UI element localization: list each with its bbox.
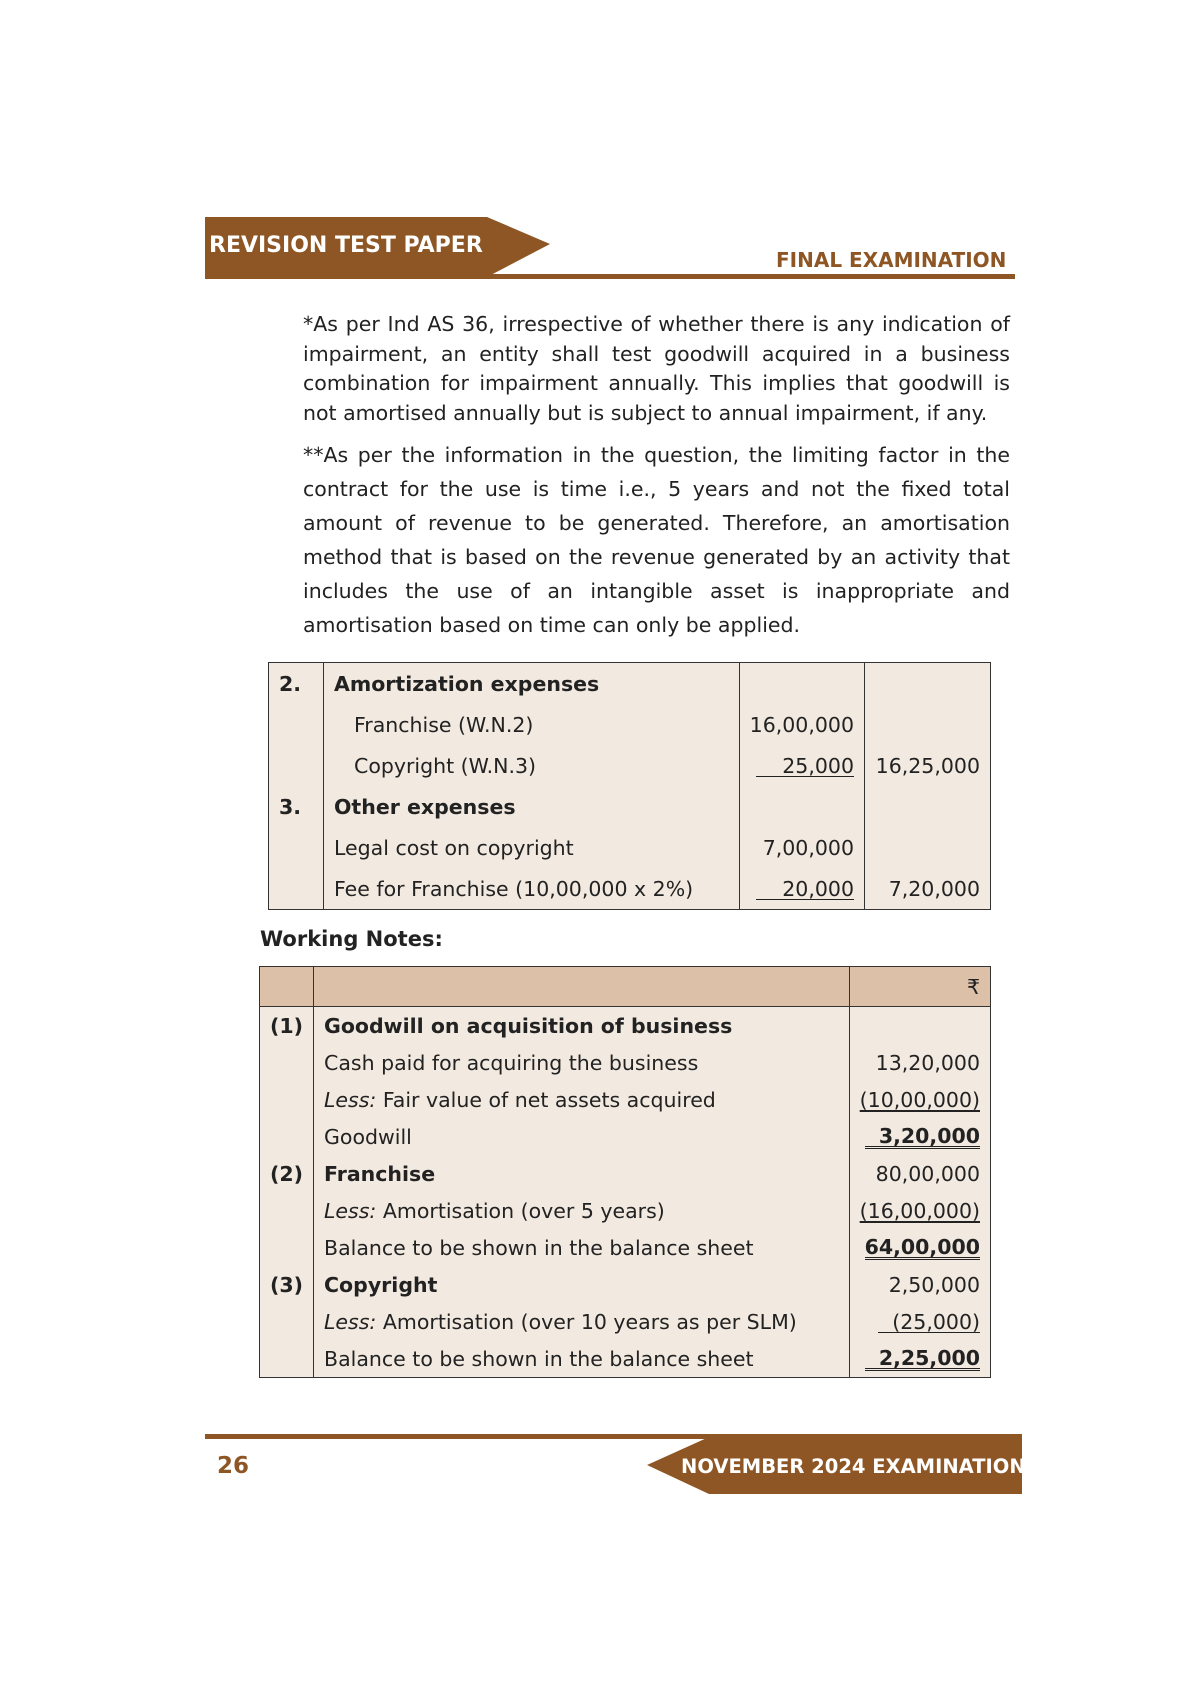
row-amount: (16,00,000) [859,1198,980,1223]
row-total: 7,20,000 [888,876,980,901]
row-amount: 7,00,000 [739,827,864,868]
row-label: Franchise (W.N.2) [324,704,740,745]
table-row [269,704,991,745]
less-prefix: Less: [324,1309,377,1334]
table-header-row [260,967,991,1007]
paragraph-amortisation-note: **As per the information in the question, the limiting factor in the contract for the use is time i.e., 5 years and not the fixed total amount of revenue to be generated. Therefore, an amortisation method that is based on the revenue generated by an activity that includes the use of an intangible asset is inappropriate and amortisation based on time can only be applied. [303,443,1010,637]
table-row [269,663,991,705]
row-amount: 2,50,000 [888,1272,980,1297]
row-label: Balance to be shown in the balance sheet [314,1229,850,1266]
table-row [269,868,991,910]
row-amount: (10,00,000) [859,1087,980,1112]
row-label: Balance to be shown in the balance sheet [314,1340,850,1378]
less-prefix: Less: [324,1198,377,1223]
row-label: Goodwill on acquisition of business [314,1007,850,1045]
row-label: Less: Amortisation (over 5 years) [314,1192,850,1229]
header-left-title: REVISION TEST PAPER [209,233,483,258]
table-row [260,1229,991,1266]
row-amount: 13,20,000 [875,1050,980,1075]
row-number: 3. [269,786,324,827]
row-amount [739,745,864,786]
table-row [269,786,991,827]
table-row [260,1044,991,1081]
header-right-title: FINAL EXAMINATION [776,248,1007,272]
row-label: Less: Amortisation (over 10 years as per SLM) [314,1303,850,1340]
row-label: Amortization expenses [324,663,740,705]
table-row [260,1155,991,1192]
row-label: Other expenses [324,786,740,827]
row-amount [739,868,864,910]
row-total [865,704,991,745]
row-number: (2) [260,1155,314,1192]
row-label: Copyright (W.N.3) [324,745,740,786]
working-notes-table [259,966,991,1378]
table-row [260,1266,991,1303]
table-row [260,1007,991,1045]
less-prefix: Less: [324,1087,377,1112]
row-label: Goodwill [314,1118,850,1155]
table-row [260,1340,991,1378]
paragraph-goodwill-note: *As per Ind AS 36, irrespective of whether there is any indication of impairment, an entity shall test goodwill acquired in a business combination for impairment annually. This implies that goodwill is not amortised annually but is subject to annual impairment, if any. [303,312,1010,425]
row-label: Cash paid for acquiring the business [314,1044,850,1081]
table-row [260,1192,991,1229]
row-label: Franchise [314,1155,850,1192]
row-amount: 80,00,000 [875,1161,980,1186]
amount-value: 20,000 [756,879,854,900]
amount-value: 25,000 [756,756,854,777]
row-amount [739,663,864,705]
row-amount: 2,25,000 [849,1340,990,1378]
footer-exam-title: NOVEMBER 2024 EXAMINATION [681,1455,1026,1478]
row-amount: 64,00,000 [864,1235,980,1259]
table-row [260,1081,991,1118]
row-number: (1) [260,1007,314,1045]
row-label: Legal cost on copyright [324,827,740,868]
expenses-table [268,662,991,910]
row-total [865,663,991,705]
table-row [269,745,991,786]
table-row [260,1118,991,1155]
working-notes-title: Working Notes: [260,927,443,951]
row-label: Copyright [314,1266,850,1303]
row-amount: 16,00,000 [739,704,864,745]
row-number: (3) [260,1266,314,1303]
row-number: 2. [269,663,324,705]
row-total: 16,25,000 [875,753,980,778]
currency-symbol: ₹ [849,967,990,1007]
row-label: Fee for Franchise (10,00,000 x 2%) [324,868,740,910]
page-number: 26 [217,1453,250,1479]
table-row [260,1303,991,1340]
table-row [269,827,991,868]
header-rule [205,274,1015,279]
row-label: Less: Fair value of net assets acquired [314,1081,850,1118]
row-amount: 3,20,000 [849,1118,990,1155]
row-amount: (25,000) [849,1303,990,1340]
